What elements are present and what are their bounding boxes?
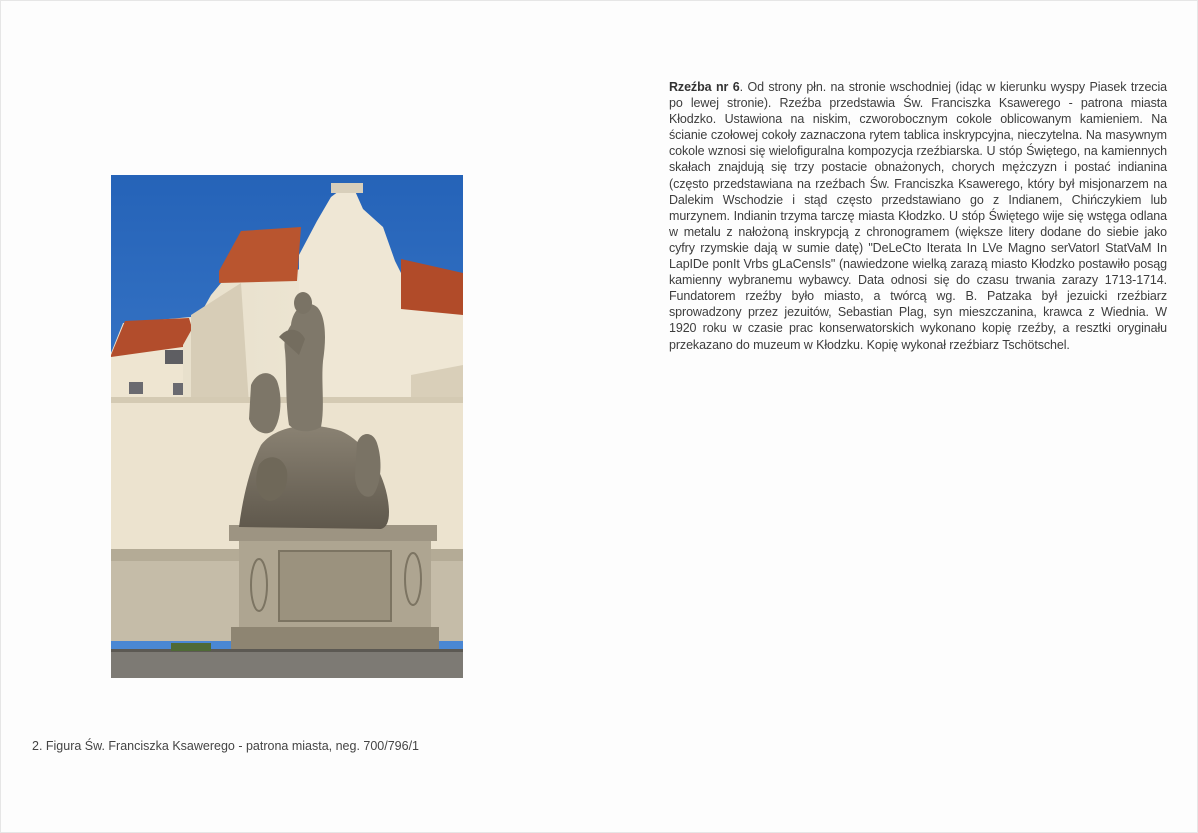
sitting-figure (249, 373, 280, 433)
house-window (129, 382, 143, 394)
pedestal-base (231, 627, 439, 649)
chimney (331, 183, 363, 193)
grass (171, 643, 211, 651)
statue-photo-illustration (111, 175, 463, 678)
description-lead: Rzeźba nr 6 (669, 80, 740, 94)
kneeling-figure (355, 434, 380, 497)
description-body: . Od strony płn. na stronie wschodniej (idąc w kierunku wyspy Piasek trzecia po lewej stronie). Rzeźba przedstawia Św. Franciszka Ksawerego - patrona miasta Kłodzko. Ustawiona na niskim, czworobocznym cokole oblicowanym kamieniem. Na ścianie czołowej cokoły zaznaczona rytem tablica inskrypcyjna, nieczytelna. Na masywnym cokole wznosi się wielofiguralna kompozycja rzeźbiarska. U stóp Świętego, na kamiennych skałach znajdują się trzy postacie obnażonych, chorych mężczyzn i postać indianina (często przedstawiana na rzeźbach Św. Franciszka Ksawerego, który był misjonarzem na Dalekim Wschodzie i stąd często przedstawiano go z Indianem, Chińczykiem lub murzynem. Indianin trzyma tarczę miasta Kłodzko. U stóp Świętego wije się wstęga odlana w metalu z nałożoną inskrypcją z chronogramem (większe litery dodane do siebie jako cyfry rzymskie dają w sumie datę) "DeLeCto Iterata In LVe Magno serVatorI StatVaM In LapIDe ponIt Vrbs gLaCensIs" (nawiedzone wielką zarazą miasto Kłodzko postawiło posąg kamienny wybranemu wybawcy. Data odnosi się do czasu trwania zarazy 1713-1714. Fundatorem rzeźby było miasto, a twórcą wg. B. Patzaka był jezuicki rzeźbiarz sprowadzony przez jezuitów, Sebastian Plag, syn mieszczanina, krawca z Wiednia. W 1920 roku w czasie prac konserwatorskich wykonano kopię rzeźby, a resztki oryginału przekazano do muzeum w Kłodzku. Kopię wykonał rzeźbiarz Tschötschel. (669, 80, 1167, 352)
cobblestone-pavement (111, 649, 463, 678)
description-text (669, 79, 1167, 353)
statue-photo (111, 175, 463, 678)
saint-head (294, 292, 312, 314)
inscription-tablet (279, 551, 391, 621)
photo-caption: 2. Figura Św. Franciszka Ksawerego - patrona miasta, neg. 700/796/1 (32, 739, 420, 753)
